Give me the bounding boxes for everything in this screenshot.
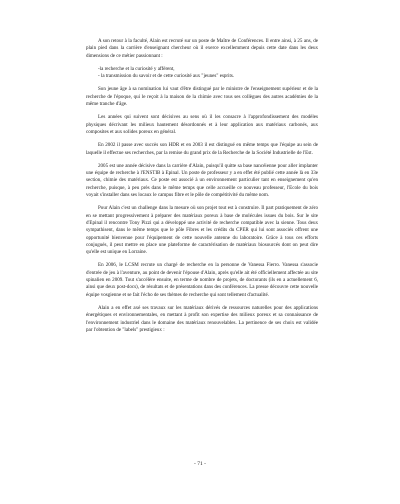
paragraph-hdr-2002: En 2002 il passe avec succès son HDR et en 2003 il est distingué en même temps que l'équipe au sein de laquelle il effectue ses recherches, par la remise du grand prix de la Recherche de la Société Industrielle de l'Est. (86, 142, 318, 156)
paragraph-2006-lcsm: En 2006, le LCSM recrute un chargé de recherche en la personne de Vanessa Fierro. Vanessa s'associe d'entrée de jeu à l'aventure, au point de devenir l'épouse d'Alain, après qu'elle ait été officiellement affectée au site spinalien en 2009. Tout s'accélère ensuite, en terme de nombre de projets, de doctorants (ils en a actuellement 6, ainsi que deux post-docs), de résultats et de présentations dans des conférences. La presse découvre cette nouvelle équipe vosgienne et se fait l'écho de ses thèmes de recherche qui sont tellement d'actualité. (86, 262, 318, 298)
bullet-list-profession (86, 66, 318, 81)
paragraph-challenge: Pour Alain c'est un challenge dans la mesure où son projet tout est à construire. Il part pratiquement de zéro en se mettant progressivement à préparer des matériaux poreux à base de molécules issues du bois. Sur le site d'Epinal il rencontre Tony Pizzi qui a développé une activité de recherche compatible avec la sienne. Tous deux sympathisent, dans le même temps que le pôle Fibres et les crédits du CPER qui lui sont associés offrent une opportunité bienvenue pour l'équipement de cette nouvelle antenne du laboratoire. Grâce à tous ces efforts conjugués, il peut mettre en place une plateforme de caractérisation de matériaux biosourcés dont on peut dire qu'elle est unique en Lorraine. (86, 205, 318, 256)
paragraph-young-age: Son jeune âge à sa nomination lui vaut d'être distingué par le ministre de l'enseignement supérieur et de la recherche de l'époque, qui le reçoit à la maison de la chimie avec tous ses collègues des autres académies de la même tranche d'âge. (86, 86, 318, 108)
page-number: - 71 - (194, 461, 206, 467)
bullet-transmission: - la transmission du savoir et de cette curiosité aux "jeunes" esprits. (98, 73, 235, 80)
paragraph-2005-epinal: 2005 est une année décisive dans la carrière d'Alain, puisqu'il quitte sa base nancéienne pour aller implanter une équipe de recherche à l'ENSTIB à Epinal. Un poste de professeur y a en effet été publié cette année là en 33e section, chimie des matériaux. Ce poste est associé à un environnement particulier tant en enseignement qu'en recherche, puisque, à peu près dans le même temps que celle accueille ce nouveau professeur, l'Ecole du bois voyait s'installer dans ses locaux le campus fibre et le pôle de compétitivité du même nom. (86, 162, 318, 199)
paragraph-return-faculty: A son retour à la faculté, Alain est recruté sur un poste de Maître de Conférences. Il entre ainsi, à 25 ans, de plain pied dans la carrière d'enseignant chercheur où il exerce excellemment depuis cette date dans les deux dimensions de ce métier passionnant : (86, 38, 318, 59)
paragraph-natural-resources: Alain a en effet axé ses travaux sur les matériaux dérivés de ressources naturelles pour des applications énergétiques et environnementales, en mettant à profit son expertise des milieux poreux et sa connaissance de l'environnement industriel dans le domaine des matériaux renouvelables. La pertinence de ses choix est validée par l'obtention de "labels" prestigieux : (86, 304, 318, 333)
bullet-research: -la recherche et la curiosité y afférent, (98, 65, 175, 72)
paragraph-decisive-years: Les années qui suivent sont décisives au sens où il les consacre à l'approfondissement des modèles physiques décrivant les milieux hautement désordonnés et à leur application aux matériaux carbonés, aux composites et aux solides poreux en général. (86, 114, 318, 135)
